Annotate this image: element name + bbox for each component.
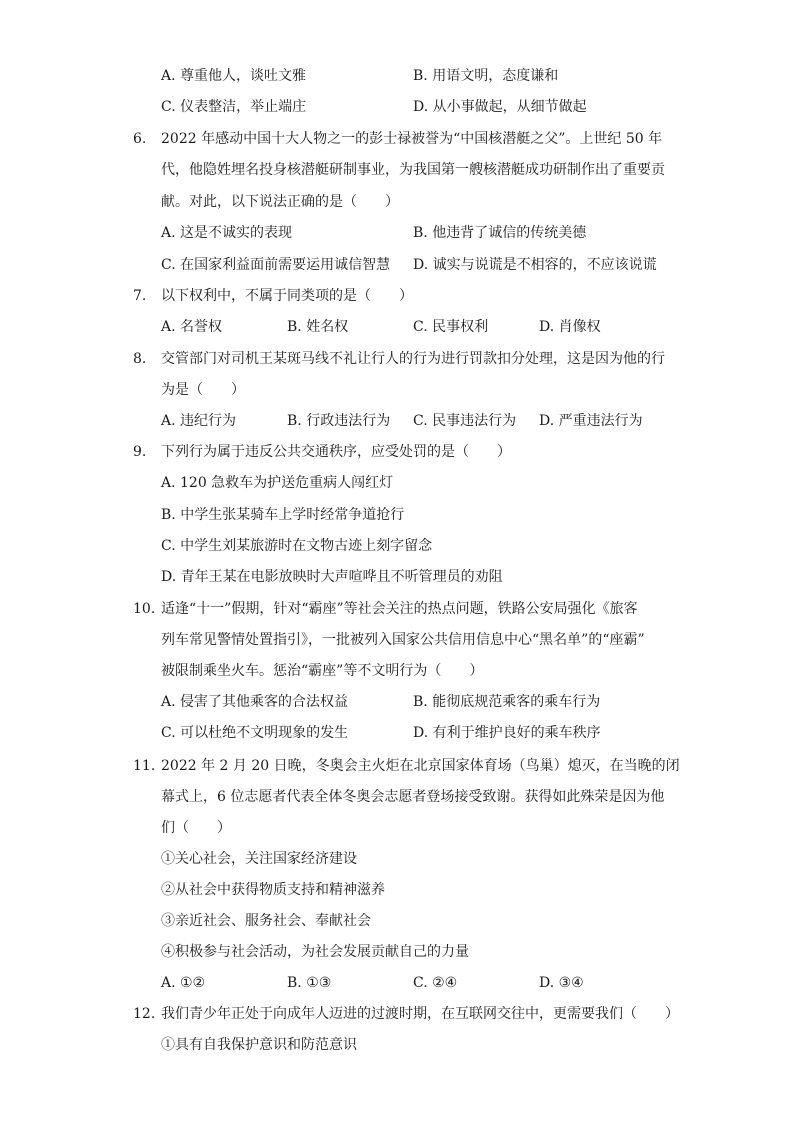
q6-option-b[interactable]: B. 他违背了诚信的传统美德 [413,225,587,241]
q8-option-a[interactable]: A. 违纪行为 [161,413,237,429]
q11-option-c[interactable]: C. ②④ [413,975,458,991]
q6-number: 6. [133,131,147,147]
q10-stem-line-3: 被限制乘坐火车。惩治“霸座”等不文明行为（ ） [161,663,484,679]
q12-statement-1: ①具有自我保护意识和防范意识 [161,1037,357,1053]
q5-option-b[interactable]: B. 用语文明，态度谦和 [413,68,559,84]
q5-option-a[interactable]: A. 尊重他人，谈吐文雅 [161,68,307,84]
q8-option-b[interactable]: B. 行政违法行为 [287,413,391,429]
q10-option-b[interactable]: B. 能彻底规范乘客的乘车行为 [413,694,601,710]
q6-stem-line-3: 献。对此，以下说法正确的是（ ） [161,194,399,210]
q9-option-a[interactable]: A. 120 急救车为护送危重病人闯红灯 [161,475,394,491]
q5-option-d[interactable]: D. 从小事做起，从细节做起 [413,99,587,115]
q7-option-d[interactable]: D. 肖像权 [539,319,601,335]
q11-option-a[interactable]: A. ①② [161,975,206,991]
q11-stem-line-3: 们（ ） [161,820,231,836]
q7-stem-line-1: 以下权利中，不属于同类项的是（ ） [161,288,413,304]
q7-number: 7. [133,288,147,304]
q6-stem-line-2: 代，他隐姓埋名投身核潜艇研制事业，为我国第一艘核潜艇成功研制作出了重要贡 [161,162,665,178]
q11-statement-3: ③亲近社会、服务社会、奉献社会 [161,913,371,929]
q6-option-c[interactable]: C. 在国家利益面前需要运用诚信智慧 [161,257,391,273]
q7-option-a[interactable]: A. 名誉权 [161,319,223,335]
q10-option-d[interactable]: D. 有利于维护良好的乘车秩序 [413,725,601,741]
q11-option-b[interactable]: B. ①③ [287,975,332,991]
q8-stem-line-1: 交管部门对司机王某斑马线不礼让行人的行为进行罚款扣分处理，这是因为他的行 [161,351,665,367]
q6-option-d[interactable]: D. 诚实与说谎是不相容的，不应该说谎 [413,257,657,273]
q9-number: 9. [133,444,147,460]
q10-option-a[interactable]: A. 侵害了其他乘客的合法权益 [161,694,349,710]
q8-stem-line-2: 为是（ ） [161,382,245,398]
q9-option-c[interactable]: C. 中学生刘某旅游时在文物古迹上刻字留念 [161,538,433,554]
q8-option-c[interactable]: C. 民事违法行为 [413,413,517,429]
q6-stem-line-1: 2022 年感动中国十大人物之一的彭士禄被誉为“中国核潜艇之父”。上世纪 50 年 [161,131,663,147]
q11-stem-line-2: 幕式上，6 位志愿者代表全体冬奥会志愿者登场接受致谢。获得如此殊荣是因为他 [161,789,665,805]
q12-stem-line-1: 我们青少年正处于向成年人迈进的过渡时期，在互联网交往中，更需要我们（ ） [161,1006,679,1022]
q9-option-b[interactable]: B. 中学生张某骑车上学时经常争道抢行 [161,507,405,523]
q10-stem-line-1: 适逢“十一”假期，针对“霸座”等社会关注的热点问题，铁路公安局强化《旅客 [161,601,638,617]
q10-stem-line-2: 列车常见警情处置指引》，一批被列入国家公共信用信息中心“黑名单”的“座霸” [161,632,645,648]
q10-option-c[interactable]: C. 可以杜绝不文明现象的发生 [161,725,349,741]
q11-stem-line-1: 2022 年 2 月 20 日晚，冬奥会主火炬在北京国家体育场（鸟巢）熄灭，在当晚的闭 [161,758,680,774]
q11-number: 11. [133,758,156,774]
q8-option-d[interactable]: D. 严重违法行为 [539,413,643,429]
q12-number: 12. [133,1006,156,1022]
q9-option-d[interactable]: D. 青年王某在电影放映时大声喧哗且不听管理员的劝阻 [161,569,503,585]
q11-statement-1: ①关心社会，关注国家经济建设 [161,851,357,867]
q11-statement-4: ④积极参与社会活动，为社会发展贡献自己的力量 [161,944,469,960]
q7-option-b[interactable]: B. 姓名权 [287,319,349,335]
q11-statement-2: ②从社会中获得物质支持和精神滋养 [161,882,385,898]
q7-option-c[interactable]: C. 民事权利 [413,319,489,335]
q5-option-c[interactable]: C. 仪表整洁，举止端庄 [161,99,307,115]
q11-option-d[interactable]: D. ③④ [539,975,584,991]
q9-stem-line-1: 下列行为属于违反公共交通秩序，应受处罚的是（ ） [161,444,511,460]
q6-option-a[interactable]: A. 这是不诚实的表现 [161,225,293,241]
q8-number: 8. [133,351,147,367]
q10-number: 10. [133,601,156,617]
